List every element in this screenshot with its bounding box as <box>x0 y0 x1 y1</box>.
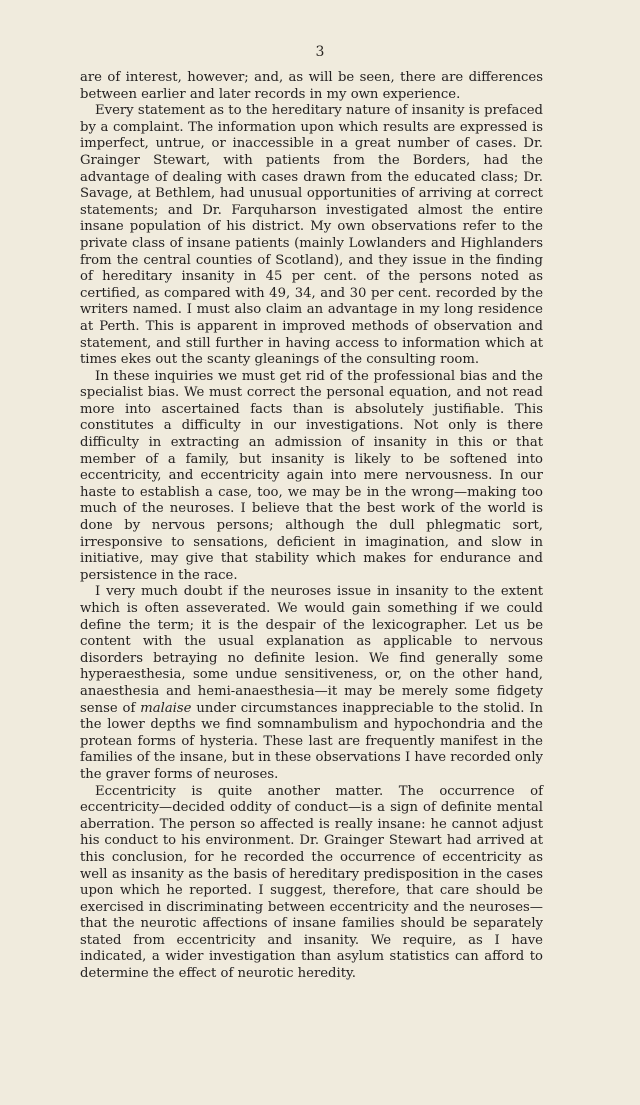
body-text <box>80 70 543 983</box>
paragraph-4 <box>80 584 543 783</box>
paragraph-4-text-after: under circumstances inappreciable to the stolid. In the lower depths we find somnambulism and hypochondria and the protean forms of hysteria. These last are frequently manifest in the families of the insane, but in these observations I have recorded only the graver forms of neuroses. <box>80 700 543 782</box>
paragraph-4-text-before: I very much doubt if the neuroses issue in insanity to the extent which is often asseverated. We would gain something if we could define the term; it is the despair of the lexicographer. Let us be content with the usual explanation as applicable to nervous disorders betraying no definite lesion. We find generally some hyperaesthesia, some undue sensitiveness, or, on the other hand, anaesthesia and hemi-anaesthesia—it may be merely some fidgety sense of <box>80 584 543 716</box>
paragraph-4-italic-word: malaise <box>140 700 192 716</box>
paragraph-1: are of interest, however; and, as will be seen, there are differences between earlier and later records in my own experience. <box>80 70 543 102</box>
paragraph-3: In these inquiries we must get rid of the professional bias and the specialist bias. We must correct the personal equation, and not read more into ascertained facts than is absolutely justifiable. This constitutes a difficulty in our investigations. Not only is there difficulty in extracting an admission of insanity in this or that member of a family, but insanity is likely to be softened into eccentricity, and eccentricity again into mere nervousness. In our haste to establish a case, too, we may be in the wrong—making too much of the neuroses. I believe that the best work of the world is done by nervous persons; although the dull phlegmatic sort, irresponsive to sensations, deficient in imagination, and slow in initiative, may give that stability which makes for endurance and persistence in the race. <box>80 368 543 583</box>
paragraph-5: Eccentricity is quite another matter. The occurrence of eccentricity—decided oddity of conduct—is a sign of definite mental aberration. The person so affected is really insane: he cannot adjust his conduct to his environment. Dr. Grainger Stewart had arrived at this conclusion, for he recorded the occurrence of eccentricity as well as insanity as the basis of hereditary predisposition in the cases upon which he reported. I suggest, therefore, that care should be exercised in discriminating between eccentricity and the neuroses—that the neurotic affections of insane families should be separately stated from eccentricity and insanity. We require, as I have indicated, a wider investigation than asylum statistics can afford to determine the effect of neurotic heredity. <box>80 783 543 982</box>
paragraph-2: Every statement as to the hereditary nature of insanity is prefaced by a complaint. The information upon which results are expressed is imperfect, untrue, or inaccessible in a great number of cases. Dr. Grainger Stewart, with patients from the Borders, had the advantage of dealing with cases drawn from the educated class; Dr. Savage, at Bethlem, had unusual opportunities of arriving at correct statements; and Dr. Farquharson investigated almost the entire insane population of his district. My own observations refer to the private class of insane patients (mainly Lowlanders and Highlanders from the central counties of Scotland), and they issue in the finding of hereditary insanity in 45 per cent. of the persons noted as certified, as compared with 49, 34, and 30 per cent. recorded by the writers named. I must also claim an advantage in my long residence at Perth. This is apparent in improved methods of observation and statement, and still further in having access to information which at times ekes out the scanty gleanings of the consulting room. <box>80 103 543 368</box>
page-number: 3 <box>315 44 325 60</box>
